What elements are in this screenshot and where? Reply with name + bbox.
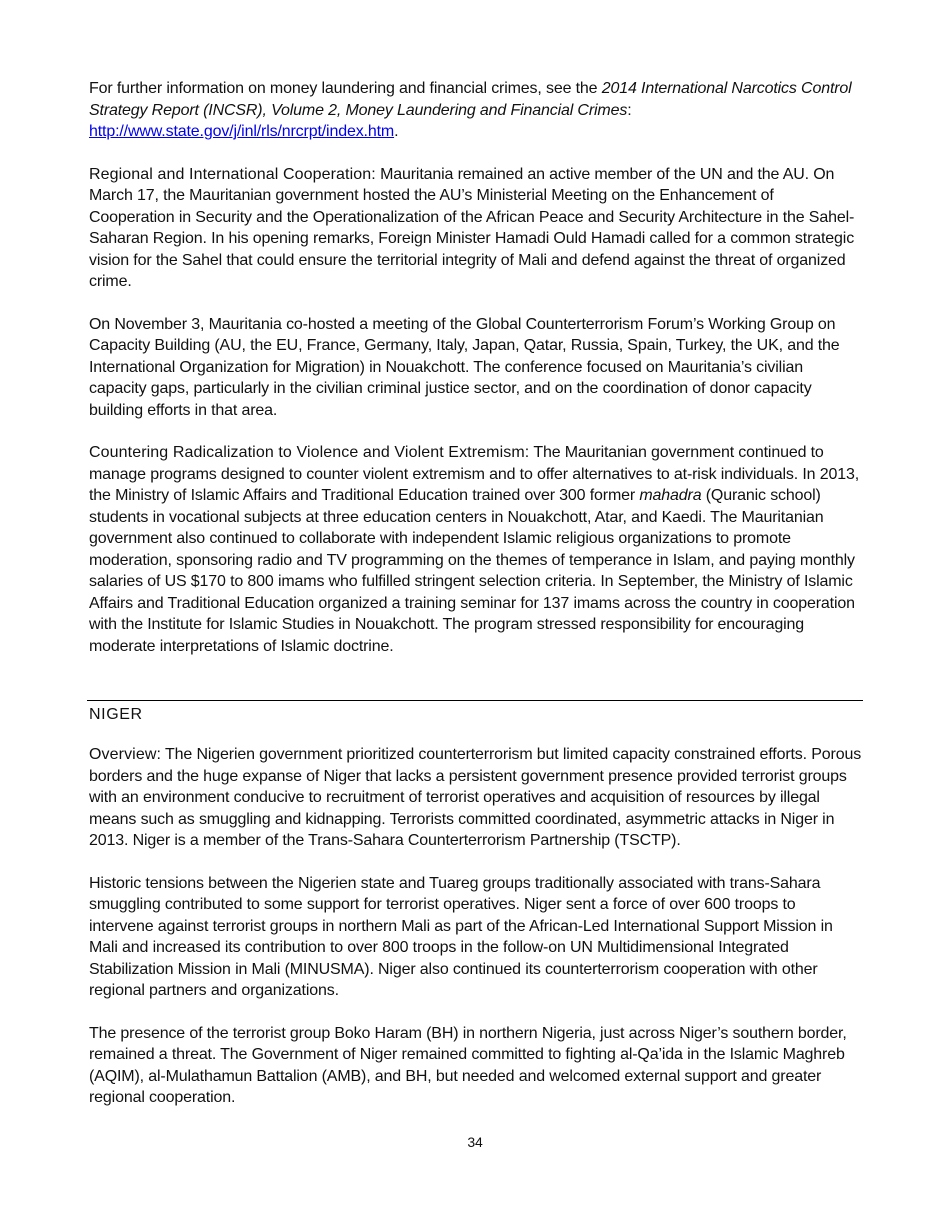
- cooperation-paragraph-2: On November 3, Mauritania co-hosted a meeting of the Global Counterterrorism Forum’s Working Group on Capacity Building (AU, the EU, France, Germany, Italy, Japan, Qatar, Russia, Spain, Turkey, the UK, and the International Organization for Migration) in Nouakchott. The conference focused on Mauritania’s civilian capacity gaps, particularly in the civilian criminal justice sector, and on the coordination of donor capacity building efforts in that area.: [89, 315, 840, 419]
- niger-overview-paragraph: [89, 744, 863, 852]
- document-body-top: [89, 78, 863, 657]
- page-number: 34: [467, 1134, 483, 1150]
- niger-paragraph-2: Historic tensions between the Nigerien state and Tuareg groups traditionally associated with trans-Sahara smuggling contributed to some support for terrorist operatives. Niger sent a force of over 600 troops to intervene against terrorist groups in northern Mali as part of the African-Led International Support Mission in Mali and increased its contribution to over 800 troops in the follow-on UN Multidimensional Integrated Stabilization Mission in Mali (MINUSMA). Niger also continued its counterterrorism cooperation with other regional partners and organizations.: [89, 874, 833, 999]
- cooperation-heading: Regional and International Cooperation:: [89, 165, 376, 183]
- inscr-report-link[interactable]: http://www.state.gov/j/inl/rls/nrcrpt/index.htm: [89, 123, 395, 140]
- niger-overview-heading: Overview:: [89, 746, 162, 763]
- niger-overview-text: The Nigerien government prioritized counterterrorism but limited capacity constrained efforts. Porous borders and the huge expanse of Niger that lacks a persistent government presence provided terrorist groups with an environment conducive to recruitment of terrorist operatives and acquisition of resources by illegal means such as smuggling and kidnapping. Terrorists committed coordinated, asymmetric attacks in Niger in 2013. Niger is a member of the Trans-Sahara Counterterrorism Partnership (TSCTP).: [89, 746, 862, 849]
- countering-heading: Countering Radicalization to Violence and Violent Extremism:: [89, 444, 530, 461]
- section-divider: [87, 700, 863, 701]
- intro-after-title: :: [627, 101, 632, 119]
- countering-text-before: The Mauritanian government continued to manage programs designed to counter violent extremism and to offer alternatives to at-risk individuals. In 2013, the Ministry of Islamic Affairs and Traditional Education trained over 300 former: [89, 444, 859, 504]
- niger-section-title: NIGER: [89, 706, 143, 723]
- mahadra-term: mahadra: [639, 487, 702, 504]
- countering-paragraph: [89, 442, 863, 657]
- countering-text-after: (Quranic school) students in vocational subjects at three education centers in Nouakchott, Atar, and Kaedi. The Mauritanian government also continued to collaborate with independent Islamic religious organizations to promote moderation, sponsoring radio and TV programming on the themes of temperance in Islam, and paying monthly salaries of US $170 to 800 imams who fulfilled stringent selection criteria. In September, the Ministry of Islamic Affairs and Traditional Education organized a training seminar for 137 imams across the country in cooperation with the Institute for Islamic Studies in Nouakchott. The program stressed responsibility for encouraging moderate interpretations of Islamic doctrine.: [89, 487, 855, 655]
- cooperation-text-1: Mauritania remained an active member of the UN and the AU. On March 17, the Mauritanian government hosted the AU’s Ministerial Meeting on the Enhancement of Cooperation in Security and the Operationalization of the African Peace and Security Architecture in the Sahel-Saharan Region. In his opening remarks, Foreign Minister Hamadi Ould Hamadi called for a common strategic vision for the Sahel that could ensure the territorial integrity of Mali and defend against the threat of organized crime.: [89, 165, 855, 290]
- report-title: 2014 International Narcotics Control Strategy Report (INCSR), Volume 2, Money Laundering and Financial Crimes: [89, 80, 852, 119]
- intro-prefix: For further information on money laundering and financial crimes, see the: [89, 80, 602, 97]
- intro-paragraph: [89, 78, 863, 143]
- intro-end: .: [394, 123, 399, 140]
- cooperation-paragraph-1: [89, 164, 863, 293]
- niger-section-body: [89, 744, 863, 1109]
- niger-paragraph-3: The presence of the terrorist group Boko Haram (BH) in northern Nigeria, just across Niger’s southern border, remained a threat. The Government of Niger remained committed to fighting al-Qa’ida in the Islamic Maghreb (AQIM), al-Mulathamun Battalion (AMB), and BH, but needed and welcomed external support and greater regional cooperation.: [89, 1024, 847, 1106]
